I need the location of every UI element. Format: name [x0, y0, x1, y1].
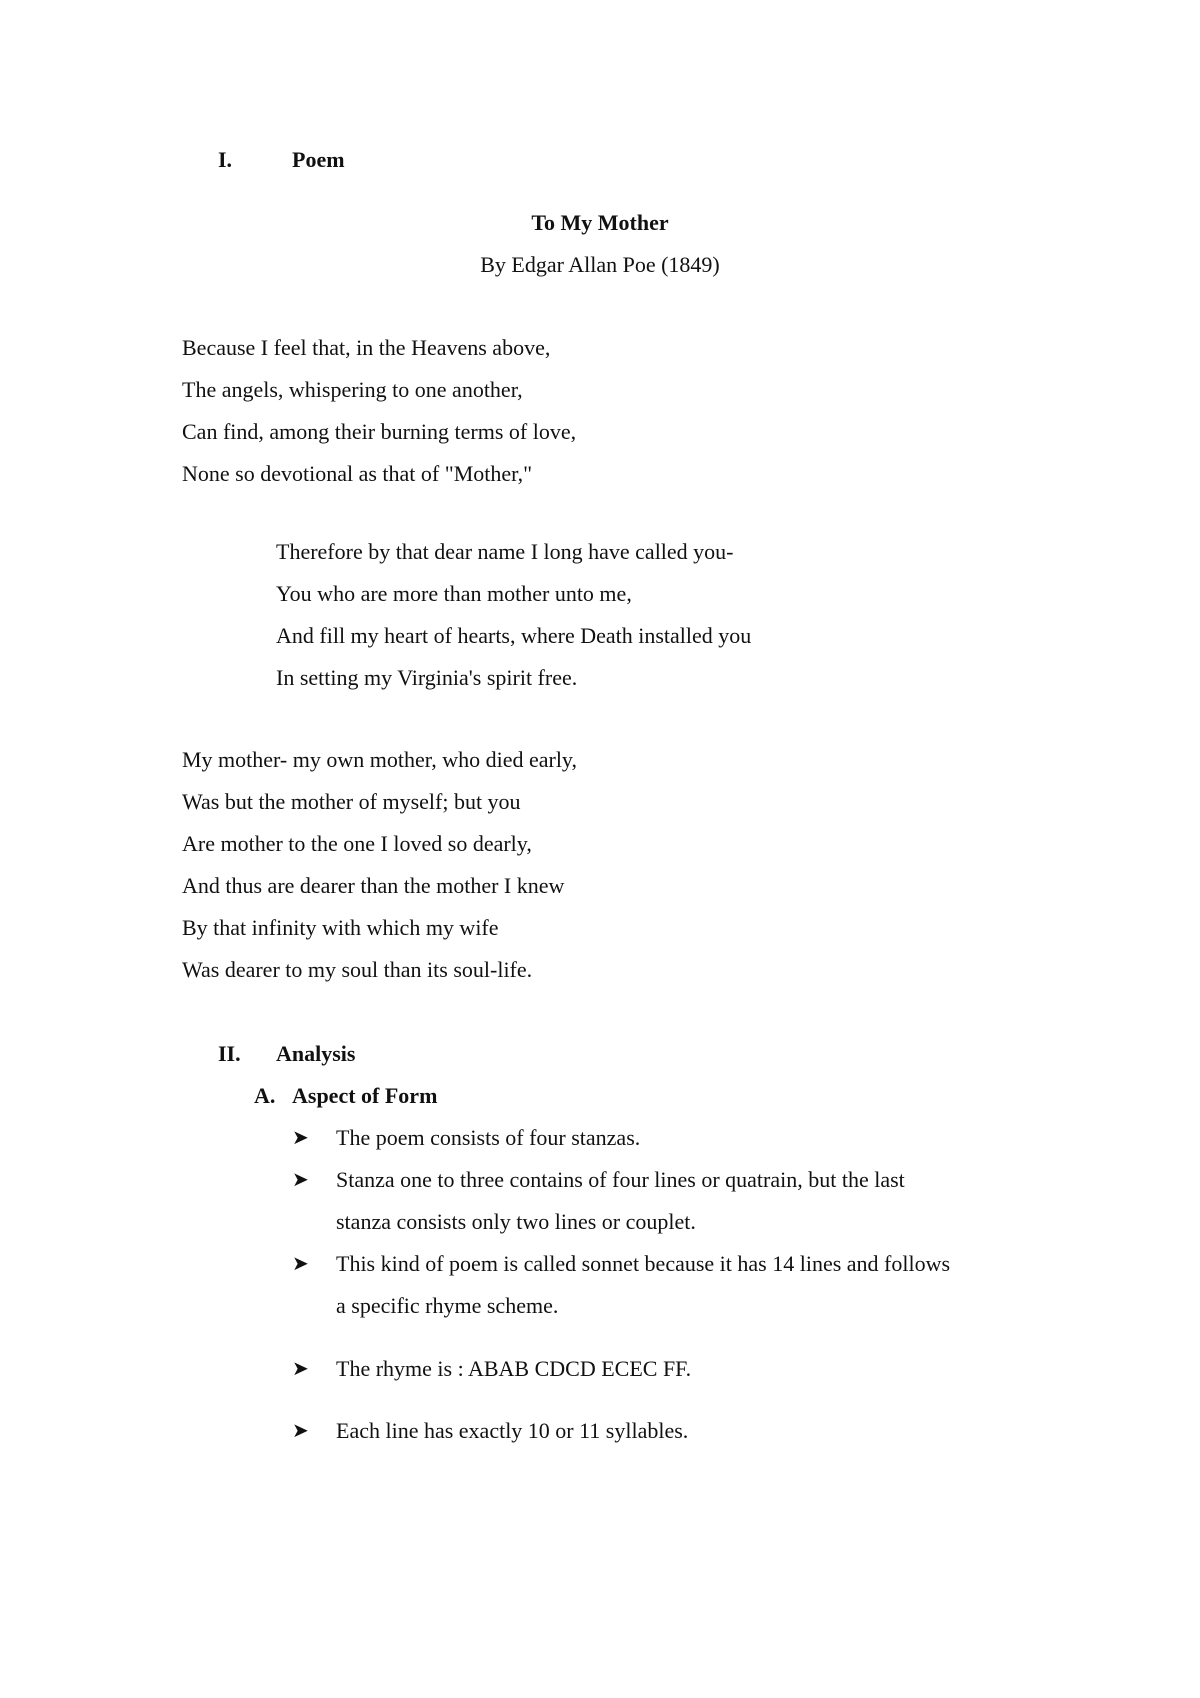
list-item-continuation: stanza consists only two lines or couplet.	[336, 1209, 696, 1234]
arrowhead-bullet-icon: ➤	[292, 1358, 309, 1380]
poem-line: By that infinity with which my wife	[182, 915, 499, 940]
subsection-a-heading: Aspect of Form	[292, 1083, 438, 1108]
section-1-number: I.	[218, 147, 233, 172]
list-item: Stanza one to three contains of four lines or quatrain, but the last	[336, 1167, 905, 1192]
arrowhead-bullet-icon: ➤	[292, 1253, 309, 1275]
poem-line: Was dearer to my soul than its soul-life.	[182, 957, 533, 982]
list-item: The rhyme is : ABAB CDCD ECEC FF.	[336, 1356, 692, 1381]
poem-line: And thus are dearer than the mother I knew	[182, 873, 565, 898]
poem-byline: By Edgar Allan Poe (1849)	[480, 252, 720, 277]
section-1-heading: Poem	[292, 147, 345, 172]
list-item-continuation: a specific rhyme scheme.	[336, 1293, 559, 1318]
poem-line: My mother- my own mother, who died early,	[182, 747, 578, 772]
arrowhead-bullet-icon: ➤	[292, 1127, 309, 1149]
section-2-number: II.	[218, 1041, 241, 1066]
poem-line: In setting my Virginia's spirit free.	[276, 665, 578, 690]
poem-line: The angels, whispering to one another,	[182, 377, 523, 402]
poem-line: Can find, among their burning terms of love,	[182, 419, 577, 444]
arrowhead-bullet-icon: ➤	[292, 1420, 309, 1442]
poem-line: Was but the mother of myself; but you	[182, 789, 521, 814]
poem-line: You who are more than mother unto me,	[276, 581, 632, 606]
poem-title: To My Mother	[531, 210, 669, 235]
list-item: This kind of poem is called sonnet because it has 14 lines and follows	[336, 1251, 951, 1276]
poem-line: Are mother to the one I loved so dearly,	[182, 831, 532, 856]
list-item: The poem consists of four stanzas.	[336, 1125, 641, 1150]
arrowhead-bullet-icon: ➤	[292, 1169, 309, 1191]
poem-line: Because I feel that, in the Heavens above,	[182, 335, 551, 360]
poem-line: None so devotional as that of "Mother,"	[182, 461, 533, 486]
section-2-heading: Analysis	[276, 1041, 356, 1066]
poem-line: And fill my heart of hearts, where Death installed you	[276, 623, 752, 648]
subsection-a-letter: A.	[254, 1083, 276, 1108]
poem-line: Therefore by that dear name I long have called you-	[276, 539, 734, 564]
list-item: Each line has exactly 10 or 11 syllables.	[336, 1418, 689, 1443]
